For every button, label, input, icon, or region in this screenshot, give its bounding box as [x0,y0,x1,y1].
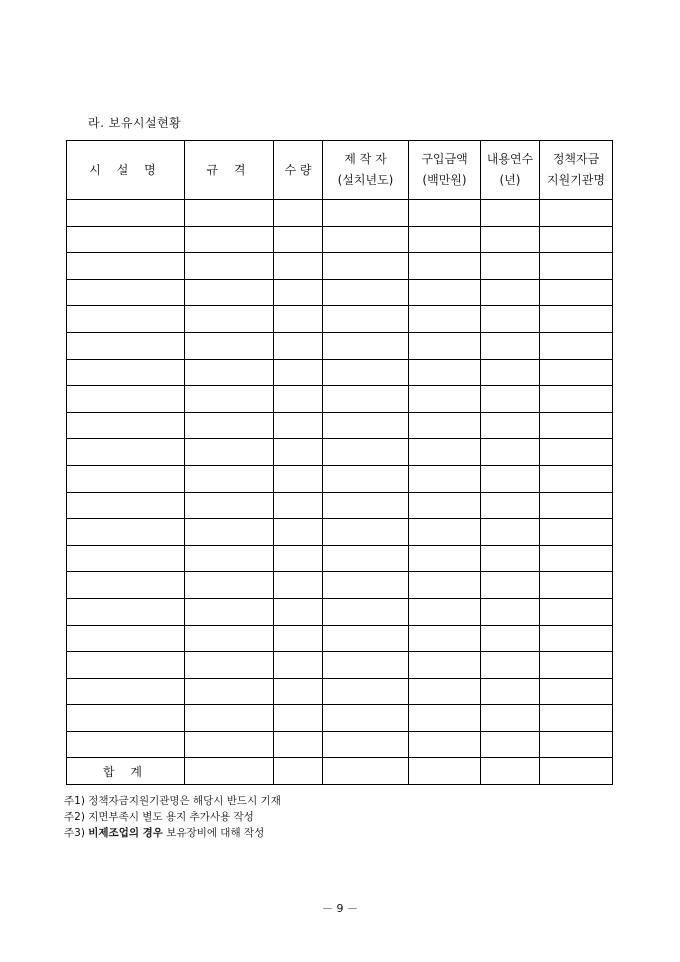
table-cell[interactable] [274,306,323,333]
table-cell[interactable] [323,226,409,253]
table-cell[interactable] [481,625,540,652]
table-cell[interactable] [409,412,481,439]
table-cell[interactable] [67,359,185,386]
table-cell[interactable] [67,572,185,599]
table-cell[interactable] [274,332,323,359]
table-cell[interactable] [409,678,481,705]
table-cell[interactable] [185,731,274,758]
table-cell[interactable] [185,226,274,253]
table-cell[interactable] [481,598,540,625]
table-cell[interactable] [409,492,481,519]
notes [64,793,281,841]
table-cell[interactable] [540,545,613,572]
table-cell[interactable] [67,519,185,546]
table-cell[interactable] [540,279,613,306]
table-cell[interactable] [540,572,613,599]
table-cell[interactable] [481,386,540,413]
total-row [67,758,613,785]
table-cell[interactable] [409,731,481,758]
table-cell[interactable] [540,652,613,679]
note-3: 주3) 비제조업의 경우 보유장비에 대해 작성 [64,827,265,839]
table-cell[interactable] [185,332,274,359]
table-cell[interactable] [185,758,274,785]
table-cell[interactable] [409,625,481,652]
table-cell[interactable] [274,705,323,732]
table-row [67,519,613,546]
table-cell[interactable] [409,758,481,785]
table-cell[interactable] [274,652,323,679]
table-cell[interactable] [67,678,185,705]
table-cell[interactable] [323,359,409,386]
total-label: 합 계 [67,758,185,785]
table-cell[interactable] [185,705,274,732]
table-cell[interactable] [481,226,540,253]
table-cell[interactable] [185,412,274,439]
table-cell[interactable] [540,492,613,519]
table-cell[interactable] [540,731,613,758]
table-cell[interactable] [274,279,323,306]
table-cell[interactable] [323,625,409,652]
table-cell[interactable] [323,279,409,306]
table-cell[interactable] [481,652,540,679]
table-cell[interactable] [540,306,613,333]
table-cell[interactable] [323,386,409,413]
table-cell[interactable] [323,439,409,466]
table-cell[interactable] [185,386,274,413]
table-cell[interactable] [185,678,274,705]
table-cell[interactable] [409,545,481,572]
table-cell[interactable] [274,226,323,253]
table-cell[interactable] [481,678,540,705]
table-cell[interactable] [274,519,323,546]
table-row [67,545,613,572]
table-cell[interactable] [409,306,481,333]
table-cell[interactable] [323,306,409,333]
table-row [67,652,613,679]
table-cell[interactable] [409,598,481,625]
table-cell[interactable] [323,758,409,785]
table-cell[interactable] [185,359,274,386]
table-cell[interactable] [67,226,185,253]
table-cell[interactable] [185,545,274,572]
table-cell[interactable] [67,412,185,439]
section-title: 라. 보유시설현황 [88,116,182,130]
header-useful-life: 내용연수 (년) [481,141,540,200]
table-row [67,386,613,413]
table-cell[interactable] [409,359,481,386]
header-specification: 규 격 [185,141,274,200]
table-cell[interactable] [409,439,481,466]
table-cell[interactable] [67,386,185,413]
table-cell[interactable] [67,465,185,492]
table-cell[interactable] [409,332,481,359]
table-cell[interactable] [323,332,409,359]
note-1: 주1) 정책자금지원기관명은 해당시 반드시 기재 [64,795,281,807]
table-cell[interactable] [185,652,274,679]
table-cell[interactable] [481,705,540,732]
table-cell[interactable] [67,545,185,572]
table-row [67,678,613,705]
table-cell[interactable] [185,492,274,519]
table-cell[interactable] [540,386,613,413]
table-cell[interactable] [481,545,540,572]
table-cell[interactable] [185,519,274,546]
table-cell[interactable] [409,519,481,546]
table-cell[interactable] [540,598,613,625]
table-cell[interactable] [323,545,409,572]
table-cell[interactable] [185,253,274,280]
table-cell[interactable] [323,412,409,439]
table-cell[interactable] [481,731,540,758]
table-cell[interactable] [185,279,274,306]
table-cell[interactable] [67,731,185,758]
table-cell[interactable] [409,253,481,280]
table-cell[interactable] [540,705,613,732]
table-cell[interactable] [67,598,185,625]
table-row [67,359,613,386]
table-cell[interactable] [409,652,481,679]
table-cell[interactable] [540,625,613,652]
table-cell[interactable] [481,332,540,359]
table-cell[interactable] [67,306,185,333]
table-cell[interactable] [323,678,409,705]
table-cell[interactable] [185,572,274,599]
table-cell[interactable] [409,705,481,732]
table-cell[interactable] [481,758,540,785]
table-cell[interactable] [409,572,481,599]
table-cell[interactable] [481,200,540,227]
table-cell[interactable] [323,200,409,227]
table-row [67,625,613,652]
table-cell[interactable] [274,572,323,599]
table-cell[interactable] [274,731,323,758]
header-quantity: 수 량 [274,141,323,200]
table-cell[interactable] [274,465,323,492]
table-row [67,226,613,253]
table-cell[interactable] [323,572,409,599]
table-row [67,332,613,359]
table-cell[interactable] [540,758,613,785]
table-row [67,465,613,492]
table-cell[interactable] [323,731,409,758]
table-cell[interactable] [185,200,274,227]
table-cell[interactable] [540,678,613,705]
table-cell[interactable] [323,598,409,625]
header-funding-agency: 정책자금 지원기관명 [540,141,613,200]
table-cell[interactable] [409,226,481,253]
table-cell[interactable] [540,412,613,439]
table-cell[interactable] [481,253,540,280]
table-row [67,731,613,758]
header-facility-name: 시 설 명 [67,141,185,200]
table-row [67,279,613,306]
table-cell[interactable] [274,386,323,413]
table-cell[interactable] [409,465,481,492]
header-purchase-amount: 구입금액 (백만원) [409,141,481,200]
note-2: 주2) 지면부족시 별도 용지 추가사용 작성 [64,811,254,823]
table-cell[interactable] [540,332,613,359]
table-cell[interactable] [481,279,540,306]
table-cell[interactable] [185,439,274,466]
table-cell[interactable] [274,439,323,466]
table-row [67,412,613,439]
table-cell[interactable] [67,253,185,280]
table-header-row [67,141,613,200]
table-cell[interactable] [67,439,185,466]
table-cell[interactable] [274,492,323,519]
table-cell[interactable] [67,625,185,652]
table-cell[interactable] [67,332,185,359]
table-cell[interactable] [274,545,323,572]
table-cell[interactable] [481,465,540,492]
table-row [67,200,613,227]
table-cell[interactable] [185,625,274,652]
table-cell[interactable] [481,492,540,519]
table-cell[interactable] [323,492,409,519]
table-cell[interactable] [481,412,540,439]
table-cell[interactable] [323,465,409,492]
table-row [67,439,613,466]
table-cell[interactable] [409,200,481,227]
table-cell[interactable] [274,359,323,386]
table-cell[interactable] [67,200,185,227]
table-row [67,306,613,333]
table-body [67,200,613,758]
table-cell[interactable] [274,253,323,280]
table-cell[interactable] [274,678,323,705]
header-manufacturer: 제 작 자 (설치년도) [323,141,409,200]
table-cell[interactable] [540,200,613,227]
table-cell[interactable] [323,519,409,546]
table-cell[interactable] [67,279,185,306]
table-cell[interactable] [323,705,409,732]
table-cell[interactable] [185,306,274,333]
table-cell[interactable] [274,200,323,227]
table-row [67,598,613,625]
table-cell[interactable] [274,412,323,439]
table-row [67,572,613,599]
table-cell[interactable] [409,279,481,306]
table-cell[interactable] [274,625,323,652]
table-cell[interactable] [540,253,613,280]
page-number: － 9 － [322,902,358,915]
table-row [67,492,613,519]
facilities-table [66,140,613,785]
table-cell[interactable] [323,253,409,280]
table-cell[interactable] [481,306,540,333]
table-cell[interactable] [481,519,540,546]
table-cell[interactable] [274,758,323,785]
table-cell[interactable] [274,598,323,625]
table-cell[interactable] [185,598,274,625]
table-row [67,705,613,732]
table-cell[interactable] [540,519,613,546]
table-cell[interactable] [540,439,613,466]
table-cell[interactable] [409,386,481,413]
table-row [67,253,613,280]
note-3-emphasis: 비제조업의 경우 [88,827,163,839]
table-cell[interactable] [540,465,613,492]
table-cell[interactable] [540,359,613,386]
table-cell[interactable] [67,705,185,732]
table-cell[interactable] [481,439,540,466]
table-cell[interactable] [185,465,274,492]
table-cell[interactable] [323,652,409,679]
table-cell[interactable] [540,226,613,253]
table-cell[interactable] [481,572,540,599]
table-cell[interactable] [67,492,185,519]
table-cell[interactable] [481,359,540,386]
table-cell[interactable] [67,652,185,679]
